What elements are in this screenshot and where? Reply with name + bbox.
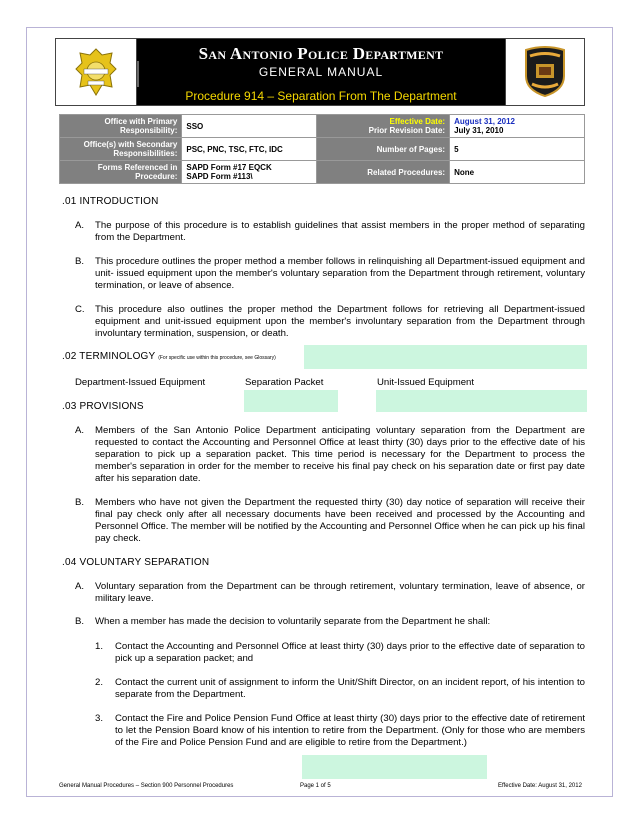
marker-b: B. xyxy=(75,616,85,627)
section-02-title xyxy=(62,351,276,362)
marker-a: A. xyxy=(75,220,85,231)
text-01-c: This procedure also outlines the proper method the Department follows for retrieving all Department-issued equipment and unit-issued equipment upon the member's involuntary separation from the Department through involuntary termination, suspension, or death. xyxy=(95,304,585,339)
terminology-heading: .02 TERMINOLOGY xyxy=(62,351,156,362)
text-01-b: This procedure outlines the proper method a member follows in relinquishing all Department-issued equipment and unit- issued equipment upon the member's voluntary separation from the Department through retirement, voluntary termination, or leave of absence. xyxy=(95,256,585,291)
patch-logo-right xyxy=(505,39,584,105)
paragraph-01-a xyxy=(75,220,585,244)
paragraph-01-c xyxy=(75,304,585,340)
highlight-box xyxy=(244,390,338,412)
text-03-b: Members who have not given the Department the requested thirty (30) day notice of separation will receive their final pay check only after all necessary documents have been received and processed by the Accounting and Personnel Office. The member will be notified by the Accounting and Personnel Office when he can pick up his final pay check. xyxy=(95,497,585,544)
pages-label: Number of Pages: xyxy=(317,138,450,161)
text-04-b: When a member has made the decision to voluntarily separate from the Department he shall: xyxy=(95,616,491,627)
section-03-title: .03 PROVISIONS xyxy=(62,401,144,412)
office-primary-label: Office with Primary Responsibility: xyxy=(60,115,182,138)
marker-b: B. xyxy=(75,497,85,508)
text-03-a: Members of the San Antonio Police Department anticipating voluntary separation from the Department are requested to contact the Accounting and Personnel Office at least thirty (30) days prior to the effective date of his separation to pick up a separation packet. This time period is necessary for the Department to process the member's separation in order for the member to receive his final pay check on his separation date or first pay date after his separation date. xyxy=(95,425,585,484)
related-label: Related Procedures: xyxy=(317,161,450,184)
procedure-title: Procedure 914 – Separation From The Department xyxy=(185,89,457,103)
footer-left: General Manual Procedures – Section 900 Personnel Procedures xyxy=(59,783,234,789)
department-name: San Antonio Police Department xyxy=(198,44,444,63)
text-04-b1: Contact the Accounting and Personnel Office at least thirty (30) days prior to the effective date of separation to pick up a separation packet; and xyxy=(115,641,585,664)
text-01-a: The purpose of this procedure is to establish guidelines that assist members in the proper method of separating from the Department. xyxy=(95,220,585,243)
marker-3: 3. xyxy=(95,713,104,724)
paragraph-04-a xyxy=(75,581,585,605)
effective-values xyxy=(450,115,585,138)
forms-values xyxy=(182,161,317,184)
police-badge-icon xyxy=(74,47,118,97)
forms-value-2: SAPD Form #113\ xyxy=(186,172,253,181)
procedure-info-table xyxy=(59,114,585,184)
badge-logo-left xyxy=(56,39,137,105)
footer-page-number: Page 1 of 5 xyxy=(300,783,331,789)
pages-value: 5 xyxy=(450,138,585,161)
forms-value-1: SAPD Form #17 EQCK xyxy=(186,163,272,172)
effective-date-label: Effective Date: xyxy=(389,117,446,126)
marker-2: 2. xyxy=(95,677,104,688)
marker-a: A. xyxy=(75,425,85,436)
prior-revision-label: Prior Revision Date: xyxy=(368,126,446,135)
section-01-title: .01 INTRODUCTION xyxy=(62,196,159,207)
paragraph-03-a xyxy=(75,425,585,485)
terminology-note: (For specific use within this procedure, see Glossary) xyxy=(158,355,276,361)
marker-b: B. xyxy=(75,256,85,267)
prior-revision-value: July 31, 2010 xyxy=(454,126,504,135)
manual-title: GENERAL MANUAL xyxy=(258,65,384,79)
marker-c: C. xyxy=(75,304,85,315)
section-04-title: .04 VOLUNTARY SEPARATION xyxy=(62,557,210,568)
office-primary-value: SSO xyxy=(182,115,317,138)
paragraph-01-b xyxy=(75,256,585,292)
marker-a: A. xyxy=(75,581,85,592)
document-header xyxy=(55,38,585,106)
police-patch-icon xyxy=(522,46,568,98)
paragraph-04-b2 xyxy=(95,677,585,701)
highlight-box xyxy=(304,345,587,369)
paragraph-04-b xyxy=(75,616,585,628)
highlight-box xyxy=(376,390,587,412)
forms-label: Forms Referenced in Procedure: xyxy=(60,161,182,184)
footer-right: Effective Date: August 31, 2012 xyxy=(498,783,582,789)
text-04-b2: Contact the current unit of assignment to inform the Unit/Shift Director, on an incident report, of his intention to separate from the Department. xyxy=(115,677,585,700)
office-secondary-value: PSC, PNC, TSC, FTC, IDC xyxy=(182,138,317,161)
effective-labels xyxy=(317,115,450,138)
related-value: None xyxy=(450,161,585,184)
text-04-b3: Contact the Fire and Police Pension Fund Office at least thirty (30) days prior to the effective date of retirement to let the Pension Board know of his intention to retire from the Department. (Only for those who are members of the Fire and Police Pension Fund and are eligible to retire from the Department.) xyxy=(115,713,585,748)
term-separation-packet: Separation Packet xyxy=(245,377,324,388)
marker-1: 1. xyxy=(95,641,104,652)
term-unit-issued: Unit-Issued Equipment xyxy=(377,377,475,388)
paragraph-03-b xyxy=(75,497,585,545)
highlight-box xyxy=(302,755,487,779)
effective-date-value: August 31, 2012 xyxy=(454,117,515,126)
office-secondary-label: Office(s) with Secondary Responsibilities: xyxy=(60,138,182,161)
text-04-a: Voluntary separation from the Department can be through retirement, voluntary termination, leave of absence, or military leave. xyxy=(95,581,585,604)
paragraph-04-b3 xyxy=(95,713,585,749)
paragraph-04-b1 xyxy=(95,641,585,665)
term-department-issued: Department-Issued Equipment xyxy=(75,377,206,388)
header-title-block xyxy=(137,39,505,105)
